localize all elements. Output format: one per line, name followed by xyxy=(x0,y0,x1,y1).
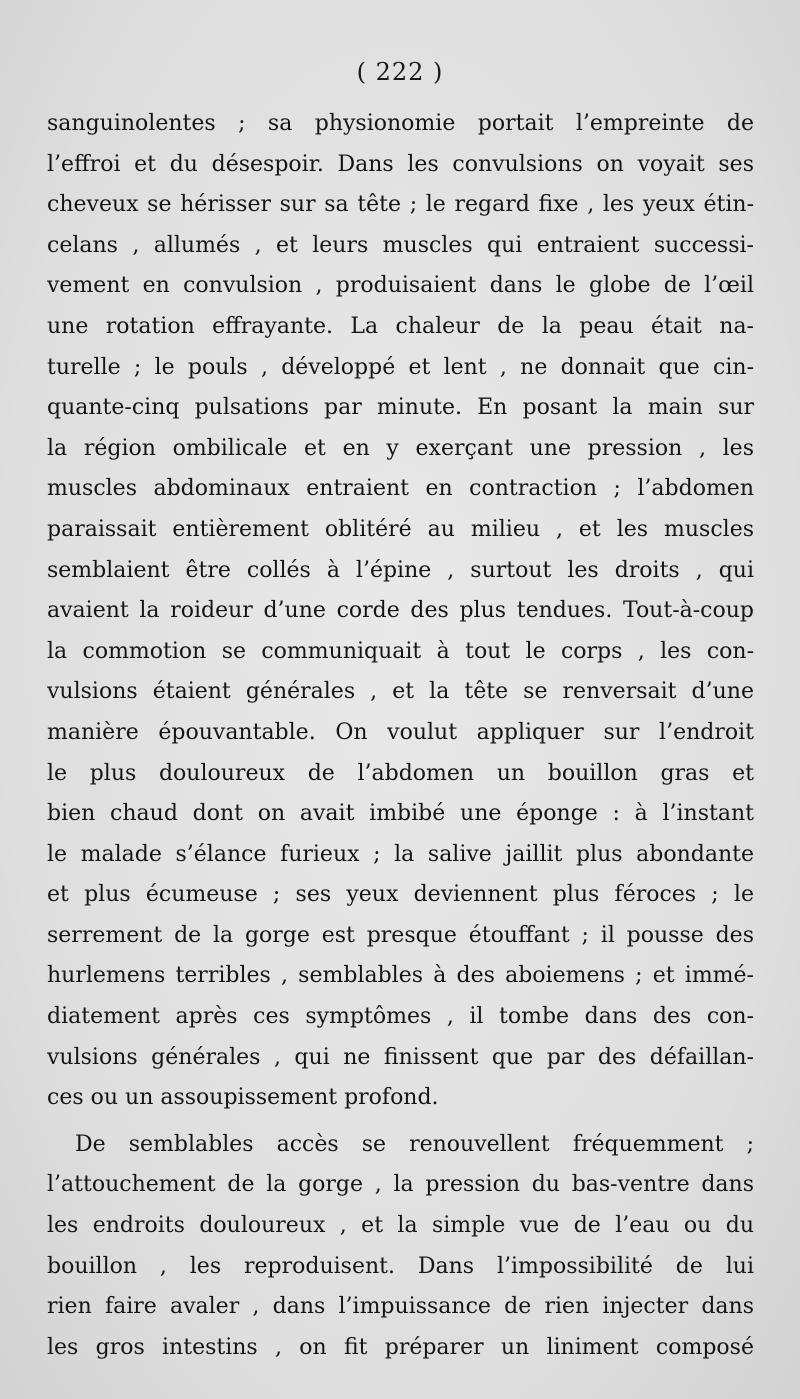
text-line: avaient la roideur d’une corde des plus tendues. Tout-à-coup xyxy=(47,598,754,624)
text-line: paraissait entièrement oblitéré au milieu , et les muscles xyxy=(47,516,754,542)
text-line: celans , allumés , et leurs muscles qui entraient successi- xyxy=(47,232,754,258)
text-line: bouillon , les reproduisent. Dans l’impossibilité de lui xyxy=(47,1253,754,1279)
text-line: les gros intestins , on fit préparer un liniment composé xyxy=(47,1334,754,1360)
text-line: le plus douloureux de l’abdomen un bouillon gras et xyxy=(47,760,754,786)
text-line: vement en convulsion , produisaient dans le globe de l’œil xyxy=(47,273,754,299)
text-line: De semblables accès se renouvellent fréquemment ; xyxy=(75,1131,754,1157)
text-line: ces ou un assoupissement profond. xyxy=(47,1085,439,1111)
text-line: cheveux se hérisser sur sa tête ; le regard fixe , les yeux étin- xyxy=(47,192,754,218)
text-line: et plus écumeuse ; ses yeux deviennent plus féroces ; le xyxy=(47,882,754,908)
text-line: hurlemens terribles , semblables à des aboiemens ; et immé- xyxy=(47,963,754,989)
text-line: semblaient être collés à l’épine , surtout les droits , qui xyxy=(47,557,754,583)
text-line: l’attouchement de la gorge , la pression du bas-ventre dans xyxy=(47,1172,754,1198)
text-line: muscles abdominaux entraient en contraction ; l’abdomen xyxy=(47,476,754,502)
text-line: sanguinolentes ; sa physionomie portait l’empreinte de xyxy=(47,111,754,136)
text-line: diatement après ces symptômes , il tombe dans des con- xyxy=(47,1004,754,1030)
text-line: bien chaud dont on avait imbibé une éponge : à l’instant xyxy=(47,801,754,827)
text-line: manière épouvantable. On voulut appliquer sur l’endroit xyxy=(47,719,754,745)
text-line: vulsions générales , qui ne finissent que par des défaillan- xyxy=(47,1044,754,1070)
text-line: une rotation effrayante. La chaleur de la peau était na- xyxy=(47,313,754,339)
text-line: la commotion se communiquait à tout le corps , les con- xyxy=(47,638,754,664)
text-line: vulsions étaient générales , et la tête se renversait d’une xyxy=(47,679,754,705)
text-line: le malade s’élance furieux ; la salive jaillit plus abondante xyxy=(47,841,754,867)
text-line: rien faire avaler , dans l’impuissance de rien injecter dans xyxy=(47,1294,754,1320)
text-line: serrement de la gorge est presque étouffant ; il pousse des xyxy=(47,922,754,948)
text-line: les endroits douloureux , et la simple vue de l’eau ou du xyxy=(47,1213,754,1239)
body-text xyxy=(47,104,754,1368)
page-number: ( 222 ) xyxy=(356,58,444,86)
text-line: turelle ; le pouls , développé et lent , ne donnait que cin- xyxy=(47,354,754,380)
text-line: quante-cinq pulsations par minute. En posant la main sur xyxy=(47,395,754,421)
text-line: la région ombilicale et en y exerçant une pression , les xyxy=(47,435,754,461)
text-line: l’effroi et du désespoir. Dans les convulsions on voyait ses xyxy=(47,151,754,177)
